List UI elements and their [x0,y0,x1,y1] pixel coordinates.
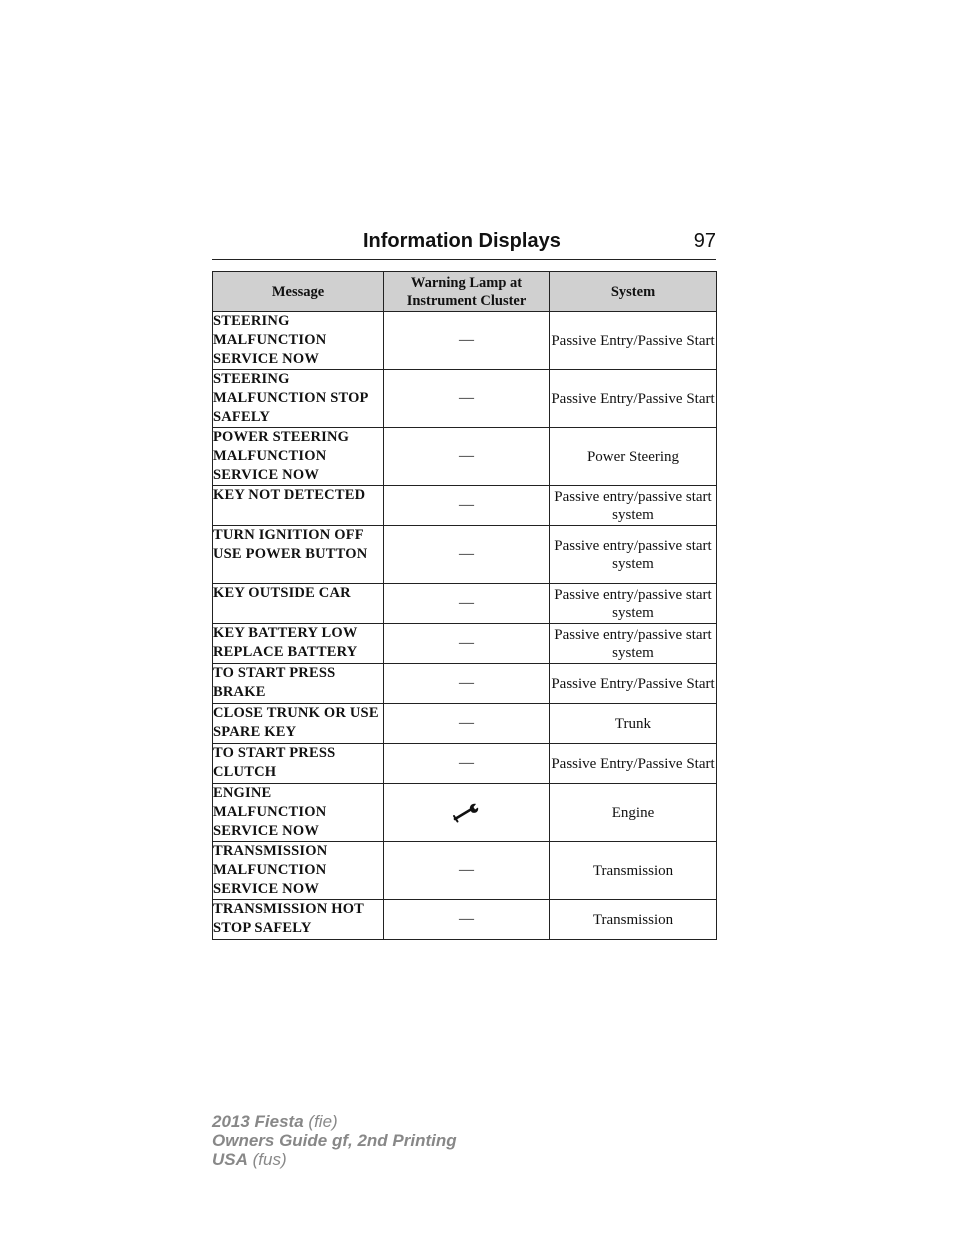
message-cell: ENGINE MALFUNCTION SERVICE NOW [213,784,384,842]
message-cell: TO START PRESS CLUTCH [213,744,384,784]
table-row [213,664,717,704]
message-cell: TURN IGNITION OFF USE POWER BUTTON [213,526,384,584]
wrench-icon [452,802,482,824]
message-cell: KEY NOT DETECTED [213,486,384,526]
lamp-cell: — [384,486,550,526]
message-cell: STEERING MALFUNCTION STOP SAFELY [213,370,384,428]
table-row [213,428,717,486]
footer-market-code: (fus) [252,1150,287,1169]
column-header-warning-lamp: Warning Lamp at Instrument Cluster [384,272,550,312]
table-row [213,900,717,940]
lamp-cell [384,784,550,842]
footer-market: USA [212,1150,248,1169]
footer-model-line [212,1112,457,1131]
system-cell: Passive entry/passive start system [550,624,717,664]
lamp-cell: — [384,624,550,664]
lamp-cell: — [384,370,550,428]
footer-model-code: (fie) [308,1112,338,1131]
system-cell: Transmission [550,842,717,900]
page-number: 97 [693,230,716,252]
table-row [213,744,717,784]
footer-model: 2013 Fiesta [212,1112,304,1131]
message-cell: TRANSMISSION HOT STOP SAFELY [213,900,384,940]
table-row [213,486,717,526]
document-footer [212,1112,457,1169]
system-cell: Transmission [550,900,717,940]
message-cell: CLOSE TRUNK OR USE SPARE KEY [213,704,384,744]
system-cell: Passive entry/passive start system [550,526,717,584]
system-cell: Engine [550,784,717,842]
system-cell: Trunk [550,704,717,744]
table-row [213,704,717,744]
system-cell: Passive entry/passive start system [550,584,717,624]
lamp-cell: — [384,312,550,370]
lamp-cell: — [384,744,550,784]
column-header-system: System [550,272,717,312]
message-cell: STEERING MALFUNCTION SERVICE NOW [213,312,384,370]
message-table [212,271,717,940]
page-title: Information Displays [363,230,561,252]
system-cell: Power Steering [550,428,717,486]
system-cell: Passive Entry/Passive Start [550,312,717,370]
footer-market-line [212,1150,457,1169]
message-cell: POWER STEERING MALFUNCTION SERVICE NOW [213,428,384,486]
table-row [213,312,717,370]
table-header-row [213,272,717,312]
table-row [213,624,717,664]
lamp-cell: — [384,842,550,900]
lamp-cell: — [384,526,550,584]
table-row [213,370,717,428]
system-cell: Passive Entry/Passive Start [550,664,717,704]
system-cell: Passive Entry/Passive Start [550,370,717,428]
table-row [213,842,717,900]
table-row [213,784,717,842]
lamp-cell: — [384,704,550,744]
lamp-cell: — [384,900,550,940]
message-cell: KEY BATTERY LOW REPLACE BATTERY [213,624,384,664]
message-cell: TRANSMISSION MALFUNCTION SERVICE NOW [213,842,384,900]
table-row [213,526,717,584]
message-cell: KEY OUTSIDE CAR [213,584,384,624]
lamp-cell: — [384,584,550,624]
lamp-cell: — [384,428,550,486]
table-row [213,584,717,624]
footer-guide: Owners Guide gf, 2nd Printing [212,1131,457,1150]
page-header [212,229,716,260]
column-header-message: Message [213,272,384,312]
message-cell: TO START PRESS BRAKE [213,664,384,704]
system-cell: Passive Entry/Passive Start [550,744,717,784]
lamp-cell: — [384,664,550,704]
system-cell: Passive entry/passive start system [550,486,717,526]
